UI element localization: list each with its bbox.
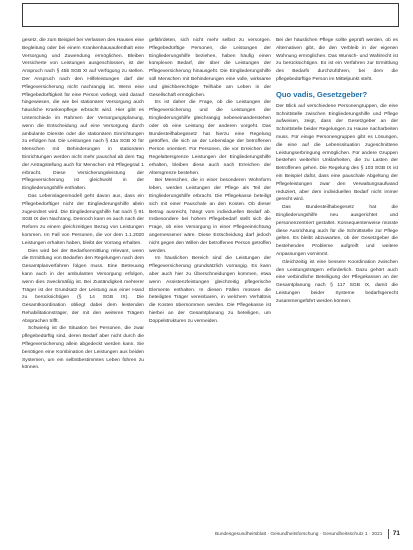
text-column-1: [22, 37, 144, 524]
paragraph: Es ist daher die Frage, ob die Leistungen der Pflegeversicherung und die Leistungen der Eingliederungshilfe gleichrangig nebeneinanderstehen oder ob eine Leistung der anderen vorgeht. Das Bundesteilhabegesetz hat hierzu eine Regelung getroffen, die sich an der Lebenslage der betroffenen Person orientiert. Für Personen, die vor Erreichen der Regelaltersgrenze Leistungen der Eingliederungshilfe erhalten, bleiben diese auch nach Erreichen der Altersgrenze bestehen.: [149, 100, 271, 176]
paragraph: Das Lebenslagenmodell geht davon aus, dass ein Pflegebedürftiger nicht der Eingliederungshilfe allein zugeordnet wird. Die Eingliederungshilfe hat nach § 91 SGB IX den Nachrang. Dennoch kann es auch nach der Reform zu einem gleichzeitigen Bezug von Leistungen kommen. Im Fall von Personen, die vor dem 1.1.2020 Leistungen erhalten haben, bleibt der Vorrang erhalten.: [22, 193, 144, 246]
paragraph: Gleichzeitig ist eine bessere Koordination zwischen den Leistungsträgern erforderlich. Dazu gehört auch eine verbindliche Beteiligung der Pflegekassen an der Gesamtplanung nach § 117 SGB IX, damit die Leistungen beider Systeme bedarfsgerecht zusammengeführt werden können.: [276, 259, 398, 304]
paragraph: gesetz, die zum Beispiel bei Verlassen des Hauses eine Begleitung oder bei einem Krankenhausaufenthalt eine Versorgung und Zuwendung ermöglichen. Bleiben Versicherte von Leistungen ausgeschlossen, ist der Anspruch nach § 45b SGB XI auf Verfügung zu stellen. Der Anspruch nach den Hilfeleistungen darf der Pflegeversicherung nicht nachrangig ist. Wenn eine Pflegebedürftigkeit für eine Person vorliegt, wird darauf hingewiesen, die wie bei stationärer Versorgung auch häusliche Krankenpflege erbracht wird. Hier gibt es Unterschiede im Rahmen der Versorgungsplanung, wenn die Entscheidung auf eine Versorgung durch ambulante Dienste oder die stationären Einrichtungen zu erfolgen hat. Die Leistungen nach § 43a SGB XI für Menschen mit Behinderungen in stationären Einrichtungen werden nicht mehr pauschal ab dem Tag der Antragstellung auch für Menschen mit Pflegegrad 1 erbracht. Diese Versicherungsleistung der Pflegeversicherung ist gleichwohl in der Eingliederungshilfe enthalten.: [22, 38, 144, 192]
paragraph: Der Blick auf verschiedene Personengruppen, die eine Schnittstelle zwischen Eingliederungshilfe und Pflege aufweisen, zeigt, dass der Gesetzgeber an der Schnittstelle beider Regelungen zu Hause nacharbeiten muss. Für einige Personengruppen gibt es Lösungen, die eine auf die Lebenssituation zugeschnittene Leistungserbringung ermöglichen. Für andere Gruppen bestehen weiterhin Unklarheiten, die zu Lasten der Betroffenen gehen. Die Regelung des § 103 SGB IX ist ein Beispiel dafür, dass eine pauschale Abgeltung der Pflegeleistungen zwar den Verwaltungsaufwand reduziert, aber dem individuellen Bedarf nicht immer gerecht wird.: [276, 103, 398, 203]
paragraph: gefährdeten, sich nicht mehr selbst zu versorgen. Pflegebedürftige Personen, die Leistungen der Eingliederungshilfe beziehen, haben häufig einen komplexen Bedarf, der über die Leistungen der Pflegeversicherung hinausgeht. Die Eingliederungshilfe soll Menschen mit Behinderungen eine volle, wirksame und gleichberechtigte Teilhabe am Leben in der Gesellschaft ermöglichen.: [149, 38, 271, 98]
header-box: [22, 3, 399, 27]
page-number: 71: [388, 529, 400, 539]
text-column-3: [276, 37, 398, 524]
section-heading: Quo vadis, Gesetzgeber?: [276, 89, 368, 99]
paragraph: Dies wird bei der Bedarfsermittlung relevant, wenn die Ermittlung von Bedarfen den Regelungen nach dem Gesamtplanverfahren folgen muss. Eine Betreuung kann auch in der ambulanten Versorgung erfolgen, wenn dies zweckmäßig ist. Bei Zuständigkeit mehrerer Träger ist der Grundsatz der Leistung aus einer Hand zu berücksichtigen (§ 14 SGB IX). Die Gesamtkoordination obliegt dabei dem leistenden Rehabilitationsträger, der mit den weiteren Trägern Absprachen trifft.: [22, 248, 144, 324]
paragraph: Schwierig ist die Situation bei Personen, die zwar pflegebedürftig sind, deren Bedarf aber nicht durch die Pflegeversicherung allein abgedeckt werden kann. Sie benötigen eine Kombination der Leistungen aus beiden Systemen, um ein selbstbestimmtes Leben führen zu können.: [22, 326, 144, 371]
paragraph: Das Bundesteilhabegesetz hat die Eingliederungshilfe neu ausgerichtet und personenzentriert gestaltet. Konsequenterweise müsste diese Ausrichtung auch für die Schnittstelle zur Pflege gelten. Es bleibt abzuwarten, ob der Gesetzgeber die bestehenden Probleme aufgreift und weitere Anpassungen vornimmt.: [276, 205, 398, 257]
paragraph: Bei der häuslichen Pflege sollte geprüft werden, ob es Alternativen gibt, die den Verbleib in der eigenen Wohnung ermöglichen. Das Wunsch- und Wahlrecht ist zu berücksichtigen. Es ist ein Verfahren zur Ermittlung des Bedarfs durchzuführen, bei dem die pflegebedürftige Person im Mittelpunkt steht.: [276, 38, 398, 82]
journal-citation: Bundesgesundheitsblatt · Gesundheitsforschung · Gesundheitsschutz 1 · 2021: [214, 532, 383, 537]
page-footer: [150, 529, 400, 539]
paragraph: Im häuslichen Bereich sind die Leistungen der Pflegeversicherung grundsätzlich vorrangig. Es kann aber auch hier zu Überschneidungen kommen, etwa wenn Assistenzleistungen gleichzeitig pflegerische Elemente enthalten. In diesen Fällen müssen die beteiligten Träger vereinbaren, in welchem Verhältnis die Kosten übernommen werden. Die Pflegekasse ist hierbei an der Gesamtplanung zu beteiligen, um Doppelstrukturen zu vermeiden.: [149, 256, 271, 324]
paragraph: Bei Menschen, die in einer besonderen Wohnform leben, werden Leistungen der Pflege als Teil der Eingliederungshilfe erbracht. Die Pflegekasse beteiligt sich mit einer Pauschale an den Kosten. Ob dieser Betrag ausreicht, hängt vom individuellen Bedarf ab. Insbesondere bei hohem Pflegebedarf stellt sich die Frage, ob eine Versorgung in einer Pflegeeinrichtung angemessener wäre. Diese Entscheidung darf jedoch nicht gegen den Willen der betroffenen Person getroffen werden.: [149, 178, 271, 254]
text-column-2: [149, 37, 271, 524]
